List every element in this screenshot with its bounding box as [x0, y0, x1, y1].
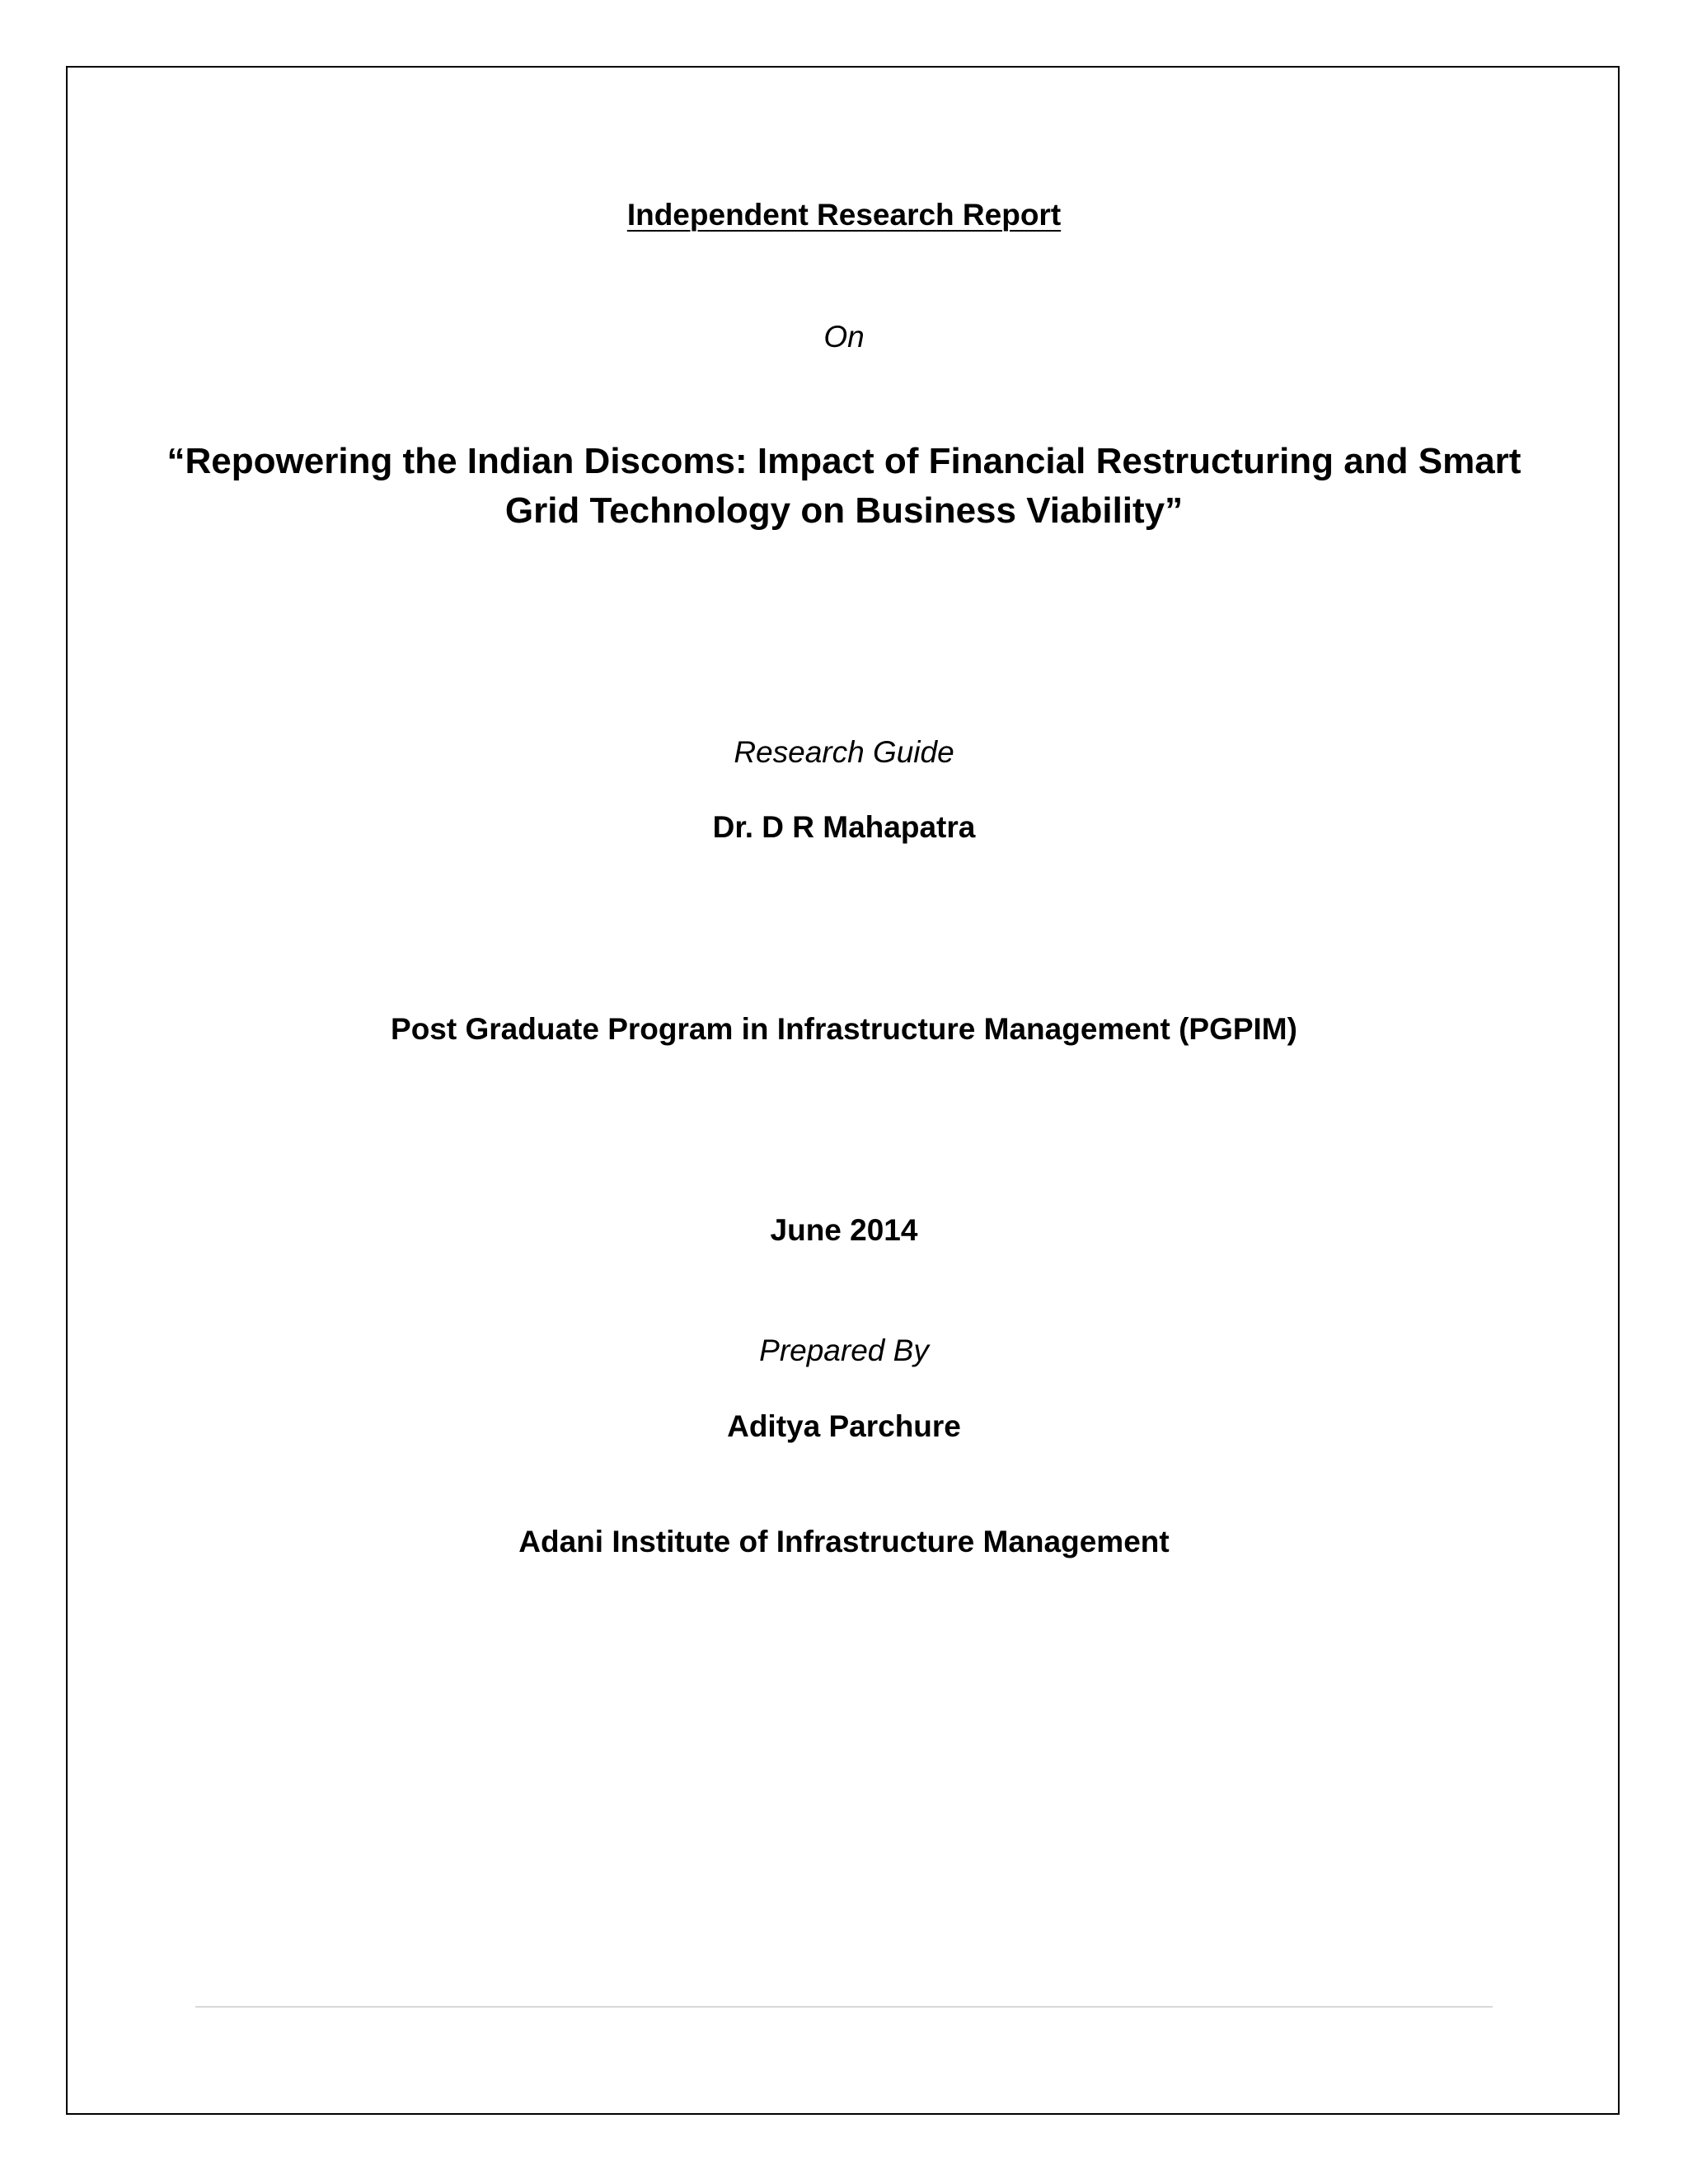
on-label: On [823, 320, 865, 354]
page-border [66, 66, 1620, 2115]
report-title-line-2: Grid Technology on Business Viability” [504, 490, 1184, 531]
research-guide-name: Dr. D R Mahapatra [712, 810, 976, 844]
report-type-heading: Independent Research Report [626, 198, 1062, 232]
prepared-by-label: Prepared By [759, 1333, 929, 1367]
report-title [0, 437, 1688, 536]
program-name: Post Graduate Program in Infrastructure Management (PGPIM) [391, 1012, 1297, 1046]
research-guide-label: Research Guide [734, 735, 954, 769]
report-date: June 2014 [770, 1213, 918, 1247]
footer-divider [195, 2006, 1493, 2008]
author-name: Aditya Parchure [727, 1409, 961, 1443]
institute-name: Adani Institute of Infrastructure Management [518, 1525, 1170, 1558]
report-title-line-1: “Repowering the Indian Discoms: Impact of Financial Restructuring and Smart [166, 441, 1522, 481]
